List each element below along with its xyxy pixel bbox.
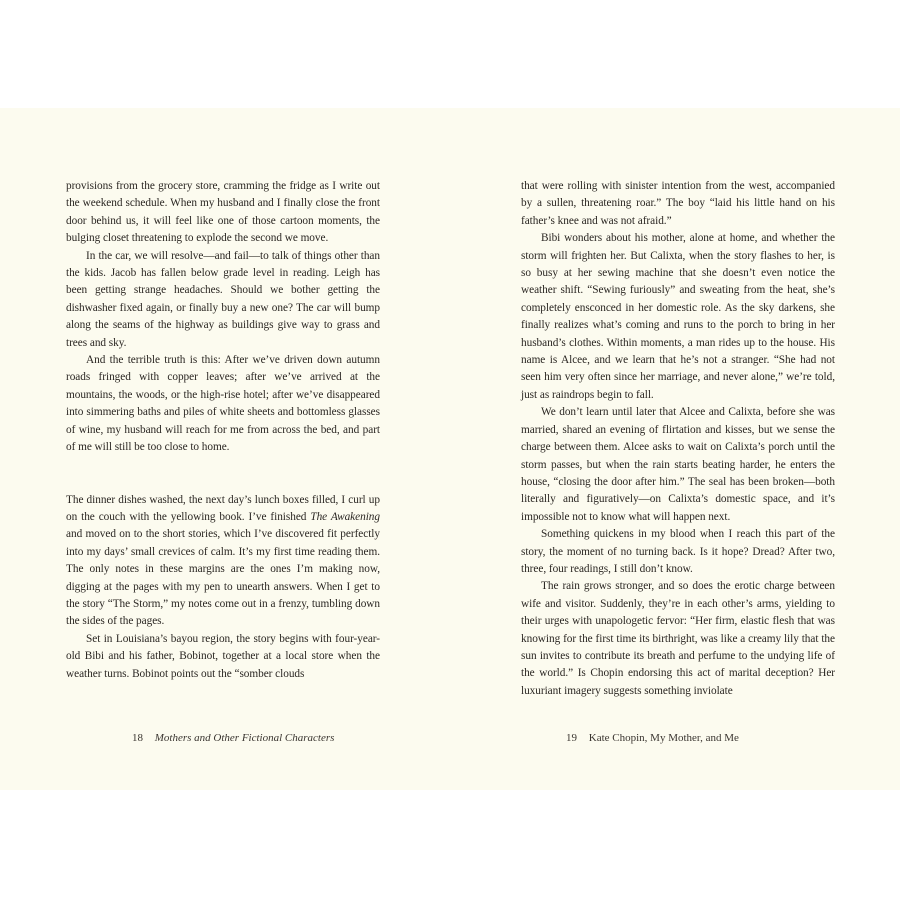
- paragraph: Set in Louisiana’s bayou region, the story begins with four-year-old Bibi and his father, Bobinot, together at a local store when the weather turns. Bobinot points out the “somber clouds: [66, 632, 380, 680]
- running-head: Mothers and Other Fictional Characters: [154, 732, 335, 744]
- paragraph-text: and moved on to the short stories, which I’ve discovered fit perfectly into my days’ small crevices of calm. It’s my first time reading them. The only notes in these margins are the ones I’m making now, digging at the pages with my pen to unearth answers. When I get to the story “The Storm,” my notes come out in a frenzy, tumbling down the sides of the pages.: [66, 528, 380, 628]
- right-folio: [566, 732, 739, 744]
- page-number: 19: [566, 732, 577, 744]
- left-folio: [132, 732, 334, 744]
- section-break: [66, 457, 380, 492]
- paragraph: Bibi wonders about his mother, alone at home, and whether the storm will frighten her. But Calixta, when the story flashes to her, is so busy at her sewing machine that she doesn’t even notice the weather shift. “Sewing furiously” and sweating from the heat, she’s completely ensconced in her domestic role. As the sky darkens, she finally realizes what’s coming and runs to the porch to bring in her husband’s clothes. Within moments, a man rides up to the house. His name is Alcee, and we learn that he’s not a stranger. “She had not seen him very often since her marriage, and never alone,” we’re told, just as raindrops begin to fall.: [521, 232, 835, 401]
- left-page-body: [66, 178, 380, 683]
- paragraph: And the terrible truth is this: After we’ve driven down autumn roads fringed with copper leaves; after we’ve arrived at the mountains, the woods, or the high-rise hotel; after we’ve disappeared into simmering baths and piles of white sheets and bottomless glasses of wine, my husband will reach for me from across the bed, and part of me will still be too close to home.: [66, 354, 380, 454]
- book-title-italic: The Awakening: [310, 510, 380, 523]
- paragraph: The rain grows stronger, and so does the erotic charge between wife and visitor. Suddenly, they’re in each other’s arms, yielding to their urges with unapologetic fervor: “Her firm, elastic flesh that was knowing for the first time its birthright, was like a creamy lily that the sun invites to contribute its breath and perfume to the undying life of the world.” Is Chopin endorsing this act of marital deception? Her luxuriant imagery suggests something inviolate: [521, 580, 835, 697]
- paragraph: provisions from the grocery store, cramming the fridge as I write out the weekend schedule. When my husband and I finally close the front door behind us, it will feel like one of those cartoon moments, the bulging closet threatening to explode the second we move.: [66, 180, 380, 245]
- running-head: Kate Chopin, My Mother, and Me: [588, 732, 739, 744]
- paragraph: [66, 492, 380, 631]
- page-number: 18: [132, 732, 143, 744]
- paragraph: Something quickens in my blood when I reach this part of the story, the moment of no turning back. Is it hope? Dread? After two, three, four readings, I still don’t know.: [521, 528, 835, 575]
- paragraph: In the car, we will resolve—and fail—to talk of things other than the kids. Jacob has fallen below grade level in reading. Leigh has been getting strange headaches. Should we bother getting the dishwasher fixed again, or finally buy a new one? The car will bump along the seams of the highway as buildings give way to grass and trees and sky.: [66, 249, 380, 349]
- paragraph: We don’t learn until later that Alcee and Calixta, before she was married, shared an evening of flirtation and kisses, but we sense the charge between them. Alcee asks to wait on Calixta’s porch until the storm passes, but when the rain starts beating harder, he enters the house, “closing the door after him.” The seal has been broken—both literally and figuratively—on Calixta’s domestic space, and it’s impossible not to know what will happen next.: [521, 406, 835, 523]
- paragraph-text: The dinner dishes washed, the next day’s lunch boxes filled, I curl up on the couch with the yellowing book. I’ve finished: [66, 493, 380, 523]
- right-page-body: [521, 178, 835, 700]
- paragraph: that were rolling with sinister intention from the west, accompanied by a sullen, threatening roar.” The boy “laid his little hand on his father’s knee and was not afraid.”: [521, 180, 835, 227]
